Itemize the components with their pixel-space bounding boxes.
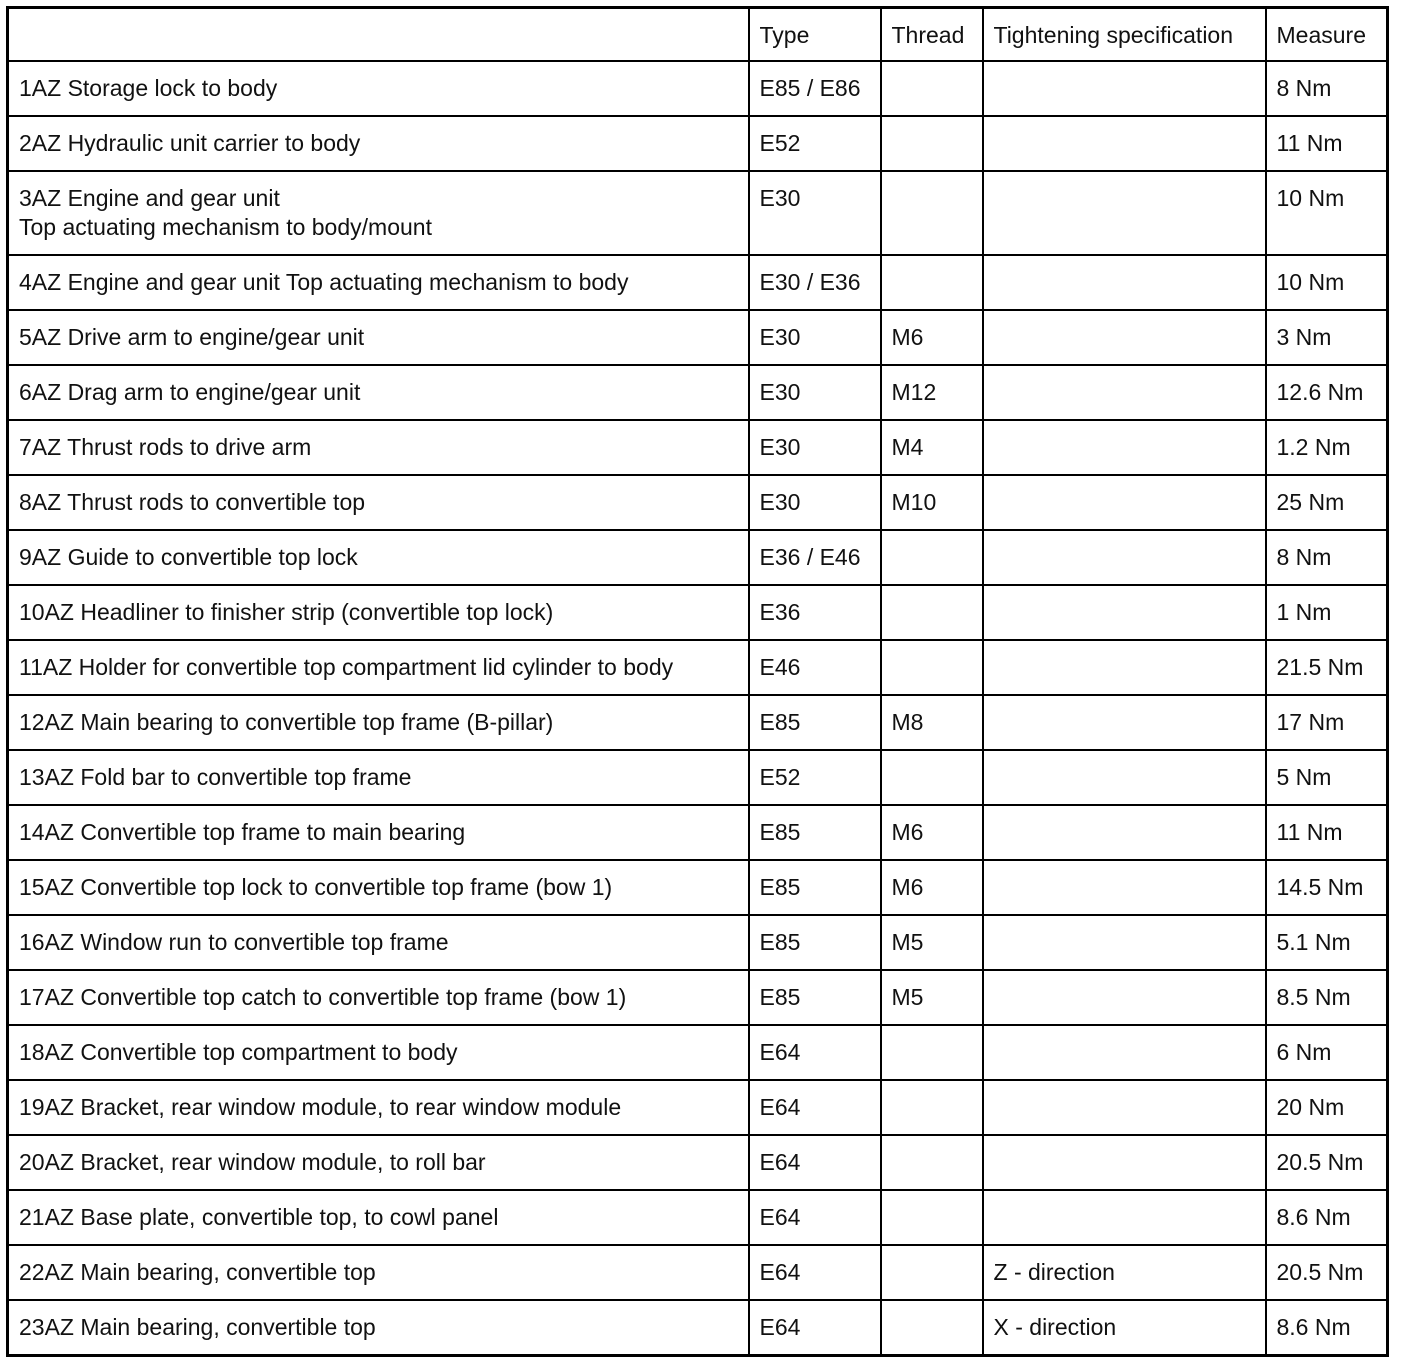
cell-type: E30 xyxy=(749,365,881,420)
cell-measure: 1 Nm xyxy=(1266,585,1388,640)
header-measure: Measure xyxy=(1266,8,1388,62)
cell-type: E64 xyxy=(749,1190,881,1245)
cell-description: 1AZ Storage lock to body xyxy=(8,61,749,116)
cell-tightening-specification: X - direction xyxy=(983,1300,1266,1356)
cell-tightening-specification xyxy=(983,171,1266,255)
cell-type: E46 xyxy=(749,640,881,695)
cell-tightening-specification xyxy=(983,1080,1266,1135)
cell-measure: 6 Nm xyxy=(1266,1025,1388,1080)
cell-description: 10AZ Headliner to finisher strip (convertible top lock) xyxy=(8,585,749,640)
cell-thread: M6 xyxy=(881,805,983,860)
cell-tightening-specification xyxy=(983,420,1266,475)
cell-measure: 14.5 Nm xyxy=(1266,860,1388,915)
cell-measure: 3 Nm xyxy=(1266,310,1388,365)
cell-description: 11AZ Holder for convertible top compartment lid cylinder to body xyxy=(8,640,749,695)
cell-measure: 8.6 Nm xyxy=(1266,1190,1388,1245)
cell-tightening-specification xyxy=(983,1135,1266,1190)
cell-thread: M10 xyxy=(881,475,983,530)
cell-tightening-specification xyxy=(983,116,1266,171)
table-row xyxy=(8,530,1388,585)
cell-description: 19AZ Bracket, rear window module, to rear window module xyxy=(8,1080,749,1135)
cell-measure: 10 Nm xyxy=(1266,255,1388,310)
cell-tightening-specification xyxy=(983,1025,1266,1080)
cell-measure: 8 Nm xyxy=(1266,530,1388,585)
table-row xyxy=(8,805,1388,860)
cell-type: E64 xyxy=(749,1135,881,1190)
cell-thread xyxy=(881,750,983,805)
cell-measure: 11 Nm xyxy=(1266,805,1388,860)
cell-measure: 20.5 Nm xyxy=(1266,1245,1388,1300)
cell-tightening-specification xyxy=(983,915,1266,970)
table-row xyxy=(8,310,1388,365)
table-row xyxy=(8,750,1388,805)
cell-type: E30 / E36 xyxy=(749,255,881,310)
cell-description: 21AZ Base plate, convertible top, to cowl panel xyxy=(8,1190,749,1245)
header-tightening-specification: Tightening specification xyxy=(983,8,1266,62)
table-row xyxy=(8,1300,1388,1356)
table-row xyxy=(8,475,1388,530)
cell-thread xyxy=(881,116,983,171)
cell-tightening-specification xyxy=(983,310,1266,365)
cell-thread xyxy=(881,640,983,695)
cell-measure: 5.1 Nm xyxy=(1266,915,1388,970)
cell-measure: 20 Nm xyxy=(1266,1080,1388,1135)
table-row xyxy=(8,420,1388,475)
cell-thread: M4 xyxy=(881,420,983,475)
cell-tightening-specification xyxy=(983,805,1266,860)
cell-measure: 25 Nm xyxy=(1266,475,1388,530)
cell-thread xyxy=(881,1300,983,1356)
cell-thread: M6 xyxy=(881,310,983,365)
cell-thread xyxy=(881,1190,983,1245)
cell-type: E64 xyxy=(749,1080,881,1135)
cell-description: 22AZ Main bearing, convertible top xyxy=(8,1245,749,1300)
table-row xyxy=(8,1135,1388,1190)
cell-description: 4AZ Engine and gear unit Top actuating mechanism to body xyxy=(8,255,749,310)
cell-tightening-specification xyxy=(983,475,1266,530)
cell-measure: 17 Nm xyxy=(1266,695,1388,750)
cell-tightening-specification xyxy=(983,255,1266,310)
cell-description: 6AZ Drag arm to engine/gear unit xyxy=(8,365,749,420)
cell-measure: 12.6 Nm xyxy=(1266,365,1388,420)
cell-thread xyxy=(881,530,983,585)
cell-description: 15AZ Convertible top lock to convertible top frame (bow 1) xyxy=(8,860,749,915)
table-row xyxy=(8,695,1388,750)
cell-thread: M5 xyxy=(881,970,983,1025)
cell-type: E85 xyxy=(749,970,881,1025)
header-description xyxy=(8,8,749,62)
cell-tightening-specification xyxy=(983,750,1266,805)
cell-type: E30 xyxy=(749,171,881,255)
cell-type: E85 xyxy=(749,805,881,860)
header-row xyxy=(8,8,1388,62)
cell-description: 23AZ Main bearing, convertible top xyxy=(8,1300,749,1356)
cell-measure: 20.5 Nm xyxy=(1266,1135,1388,1190)
cell-type: E36 / E46 xyxy=(749,530,881,585)
table-header xyxy=(8,8,1388,62)
cell-type: E30 xyxy=(749,310,881,365)
cell-type: E85 xyxy=(749,860,881,915)
cell-description: 7AZ Thrust rods to drive arm xyxy=(8,420,749,475)
tightening-torque-table xyxy=(6,6,1389,1357)
cell-thread xyxy=(881,255,983,310)
table-row xyxy=(8,171,1388,255)
cell-measure: 5 Nm xyxy=(1266,750,1388,805)
cell-tightening-specification xyxy=(983,970,1266,1025)
cell-tightening-specification xyxy=(983,530,1266,585)
cell-thread xyxy=(881,171,983,255)
cell-thread: M5 xyxy=(881,915,983,970)
cell-thread xyxy=(881,61,983,116)
cell-type: E36 xyxy=(749,585,881,640)
cell-tightening-specification xyxy=(983,640,1266,695)
cell-type: E30 xyxy=(749,475,881,530)
cell-description: 8AZ Thrust rods to convertible top xyxy=(8,475,749,530)
table-row xyxy=(8,1080,1388,1135)
cell-thread xyxy=(881,1080,983,1135)
cell-measure: 11 Nm xyxy=(1266,116,1388,171)
cell-tightening-specification xyxy=(983,695,1266,750)
cell-description: 5AZ Drive arm to engine/gear unit xyxy=(8,310,749,365)
cell-description: 9AZ Guide to convertible top lock xyxy=(8,530,749,585)
table-row xyxy=(8,61,1388,116)
table-row xyxy=(8,860,1388,915)
cell-description: 3AZ Engine and gear unit Top actuating mechanism to body/mount xyxy=(8,171,749,255)
cell-thread xyxy=(881,1245,983,1300)
cell-measure: 21.5 Nm xyxy=(1266,640,1388,695)
cell-type: E64 xyxy=(749,1300,881,1356)
table-row xyxy=(8,1245,1388,1300)
cell-tightening-specification xyxy=(983,860,1266,915)
table-row xyxy=(8,970,1388,1025)
table-row xyxy=(8,255,1388,310)
cell-description: 13AZ Fold bar to convertible top frame xyxy=(8,750,749,805)
cell-measure: 8.6 Nm xyxy=(1266,1300,1388,1356)
header-thread: Thread xyxy=(881,8,983,62)
table-row xyxy=(8,640,1388,695)
cell-description: 2AZ Hydraulic unit carrier to body xyxy=(8,116,749,171)
table-row xyxy=(8,365,1388,420)
cell-tightening-specification: Z - direction xyxy=(983,1245,1266,1300)
cell-description: 17AZ Convertible top catch to convertible top frame (bow 1) xyxy=(8,970,749,1025)
cell-thread: M12 xyxy=(881,365,983,420)
cell-description: 14AZ Convertible top frame to main bearing xyxy=(8,805,749,860)
table-row xyxy=(8,116,1388,171)
cell-measure: 10 Nm xyxy=(1266,171,1388,255)
table-row xyxy=(8,1190,1388,1245)
cell-type: E64 xyxy=(749,1245,881,1300)
cell-type: E85 / E86 xyxy=(749,61,881,116)
table-row xyxy=(8,585,1388,640)
cell-measure: 8.5 Nm xyxy=(1266,970,1388,1025)
cell-tightening-specification xyxy=(983,61,1266,116)
header-type: Type xyxy=(749,8,881,62)
cell-thread: M8 xyxy=(881,695,983,750)
cell-measure: 8 Nm xyxy=(1266,61,1388,116)
cell-thread xyxy=(881,585,983,640)
cell-description: 18AZ Convertible top compartment to body xyxy=(8,1025,749,1080)
table-body xyxy=(8,61,1388,1356)
cell-measure: 1.2 Nm xyxy=(1266,420,1388,475)
cell-tightening-specification xyxy=(983,1190,1266,1245)
cell-type: E64 xyxy=(749,1025,881,1080)
cell-thread xyxy=(881,1025,983,1080)
table-row xyxy=(8,1025,1388,1080)
cell-type: E85 xyxy=(749,695,881,750)
cell-type: E52 xyxy=(749,116,881,171)
cell-thread: M6 xyxy=(881,860,983,915)
cell-description: 16AZ Window run to convertible top frame xyxy=(8,915,749,970)
table-row xyxy=(8,915,1388,970)
cell-tightening-specification xyxy=(983,365,1266,420)
cell-type: E30 xyxy=(749,420,881,475)
cell-tightening-specification xyxy=(983,585,1266,640)
cell-type: E85 xyxy=(749,915,881,970)
cell-description: 12AZ Main bearing to convertible top frame (B-pillar) xyxy=(8,695,749,750)
cell-type: E52 xyxy=(749,750,881,805)
cell-thread xyxy=(881,1135,983,1190)
cell-description: 20AZ Bracket, rear window module, to roll bar xyxy=(8,1135,749,1190)
